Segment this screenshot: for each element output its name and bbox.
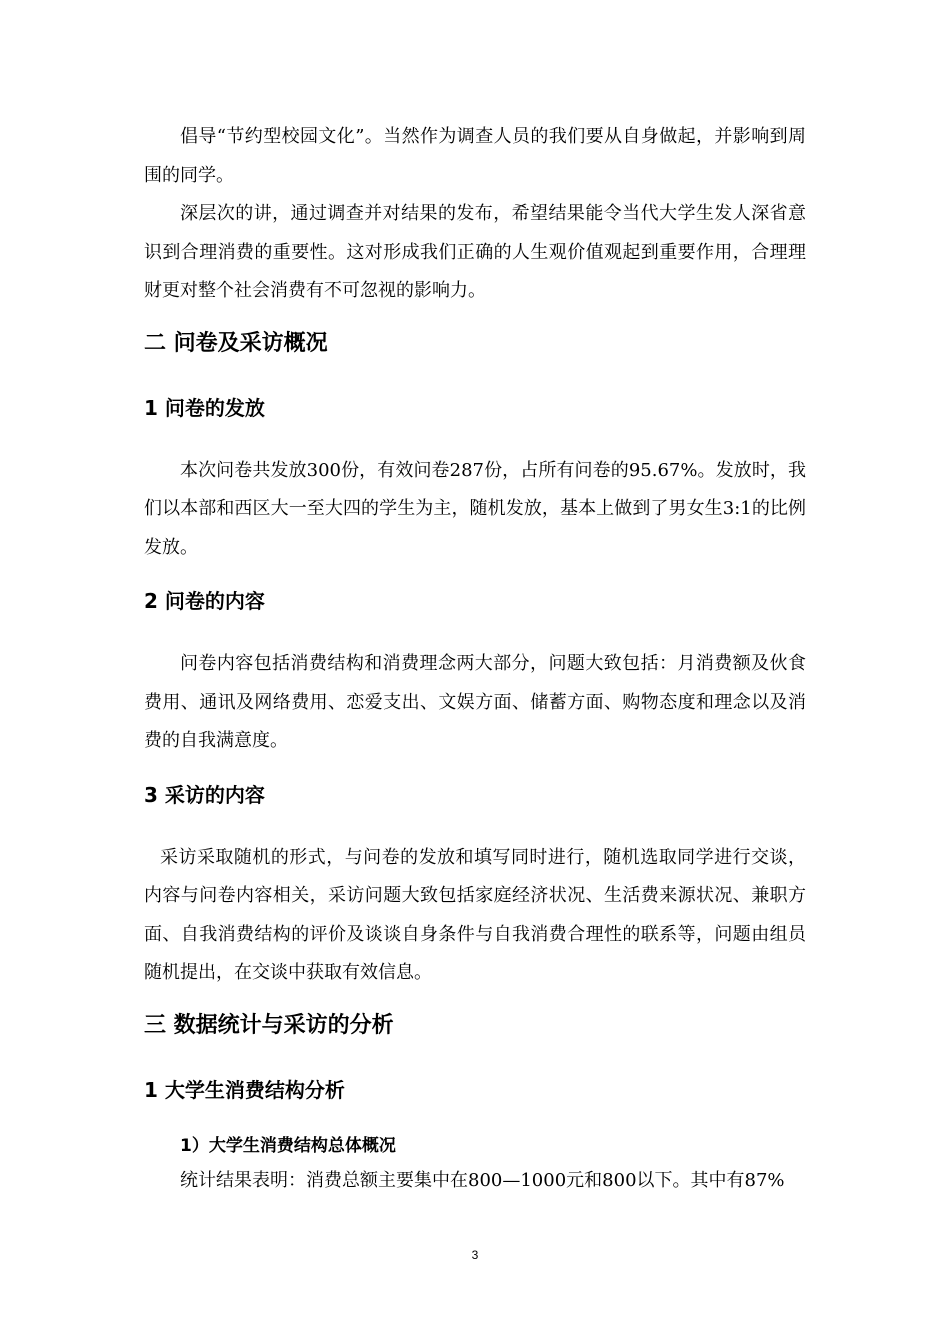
page-content — [144, 118, 806, 1200]
paragraph-questionnaire-distribution: 本次问卷共发放300份，有效问卷287份，占所有问卷的95.67%。发放时，我们以本部和西区大一至大四的学生为主，随机发放，基本上做到了男女生3:1的比例发放。 — [144, 459, 806, 558]
section-heading-survey-overview: 二 问卷及采访概况 — [144, 330, 328, 356]
section-heading-data-analysis: 三 数据统计与采访的分析 — [144, 1012, 394, 1038]
paragraph-intro-culture: 倡导“节约型校园文化”。当然作为调查人员的我们要从自身做起，并影响到周围的同学。 — [144, 126, 806, 186]
subsubheading-consumption-overview: 1）大学生消费结构总体概况 — [180, 1135, 396, 1156]
subheading-questionnaire-content: 2 问卷的内容 — [144, 589, 265, 613]
paragraph-statistics-result: 统计结果表明：消费总额主要集中在800—1000元和800以下。其中有87% — [180, 1169, 785, 1191]
subheading-consumption-structure: 1 大学生消费结构分析 — [144, 1077, 345, 1102]
subheading-interview-content: 3 采访的内容 — [144, 782, 265, 807]
paragraph-intro-depth: 深层次的讲，通过调查并对结果的发布，希望结果能令当代大学生发人深省意识到合理消费的重要性。这对形成我们正确的人生观价值观起到重要作用，合理理财更对整个社会消费有不可忽视的影响力。 — [144, 203, 806, 301]
page-number: 3 — [471, 1248, 479, 1262]
subheading-questionnaire-distribution: 1 问卷的发放 — [144, 395, 265, 420]
paragraph-questionnaire-content: 问卷内容包括消费结构和消费理念两大部分，问题大致包括：月消费额及伙食费用、通讯及网络费用、恋爱支出、文娱方面、储蓄方面、购物态度和理念以及消费的自我满意度。 — [144, 653, 806, 751]
paragraph-interview-content: 采访采取随机的形式，与问卷的发放和填写同时进行，随机选取同学进行交谈，内容与问卷内容相关，采访问题大致包括家庭经济状况、生活费来源状况、兼职方面、自我消费结构的评价及谈谈自身条件与自我消费合理性的联系等，问题由组员随机提出，在交谈中获取有效信息。 — [144, 846, 806, 983]
